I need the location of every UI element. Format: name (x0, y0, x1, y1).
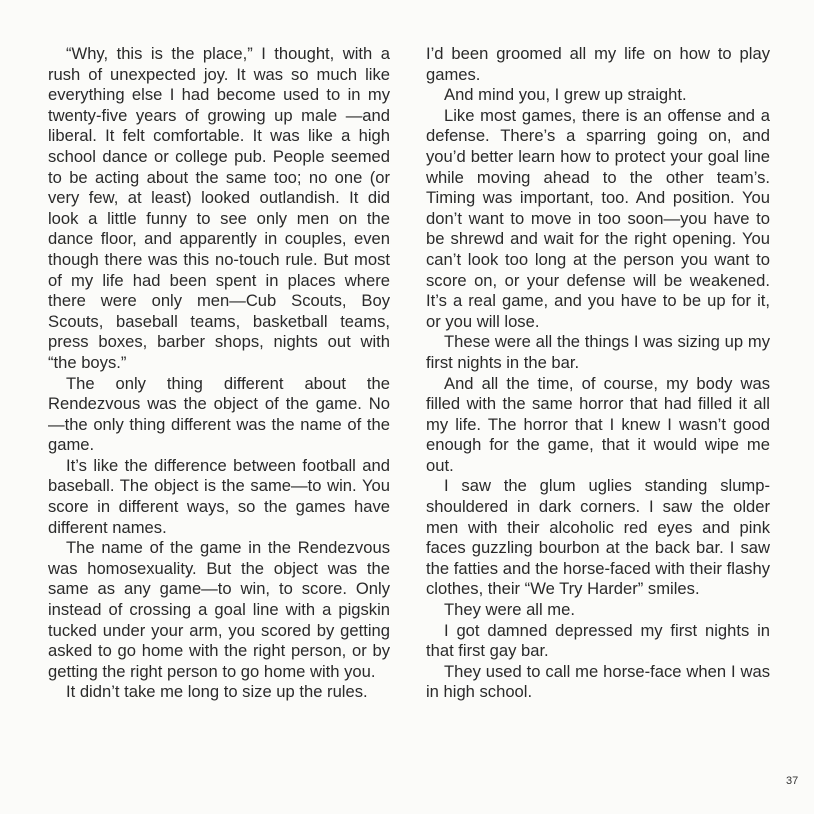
paragraph: And all the time, of course, my body was filled with the same horror that had filled it all my life. The horror that I knew I wasn’t good enough for the game, that it would wipe me out. (426, 373, 770, 475)
paragraph: They were all me. (444, 600, 575, 620)
paragraph-continued: I’d been groomed all my life on how to play games. (426, 44, 770, 84)
paragraph: The only thing different about the Rendezvous was the object of the game. No—the only thing different was the name of the game. (48, 373, 390, 455)
page-number: 37 (786, 775, 799, 787)
paragraph: And mind you, I grew up straight. (444, 85, 687, 105)
right-column (426, 44, 770, 703)
paragraph: I saw the glum uglies standing slump-shouldered in dark corners. I saw the older men with their alcoholic red eyes and pink faces guzzling bourbon at the back bar. I saw the fatties and the horse-faced with their flashy clothes, their “We Try Harder” smiles. (426, 476, 770, 599)
paragraph: These were all the things I was sizing up my first nights in the bar. (426, 332, 770, 372)
paragraph: Like most games, there is an offense and a defense. There’s a sparring going on, and you’d better learn how to protect your goal line while moving ahead to the other team’s. Timing was important, too. And position. You don’t want to move in too soon—you have to be shrewd and wait for the right opening. You can’t look too long at the person you want to score on, or your defense will be weakened. It’s a real game, and you have to be up for it, or you will lose. (426, 105, 770, 331)
paragraph: I got damned depressed my first nights in that first gay bar. (426, 620, 770, 661)
paragraph: “Why, this is the place,” I thought, with a rush of unexpected joy. It was so much like everything else I had become used to in my twenty-five years of growing up male —and liberal. It felt comfortable. It was like a high school dance or college pub. People seemed to be acting about the same too; no one (or very few, at least) looked outlandish. It did look a little funny to see only men on the dance floor, and apparently in couples, even though there was this no-touch rule. But most of my life had been spent in places where there were only men—Cub Scouts, Boy Scouts, baseball teams, basketball teams, press boxes, barber shops, nights out with “the boys.” (48, 44, 390, 372)
left-column (48, 44, 390, 703)
paragraph: It’s like the difference between football and baseball. The object is the same—to win. You score in different ways, so the games have different names. (48, 455, 390, 537)
paragraph: They used to call me horse-face when I was in high school. (426, 661, 770, 702)
paragraph: It didn’t take me long to size up the rules. (66, 682, 368, 702)
paragraph: The name of the game in the Rendezvous was homosexuality. But the object was the same as any game—to win, to score. Only instead of crossing a goal line with a pigskin tucked under your arm, you scored by getting asked to go home with the right person, or by getting the right person to go home with you. (48, 538, 390, 681)
